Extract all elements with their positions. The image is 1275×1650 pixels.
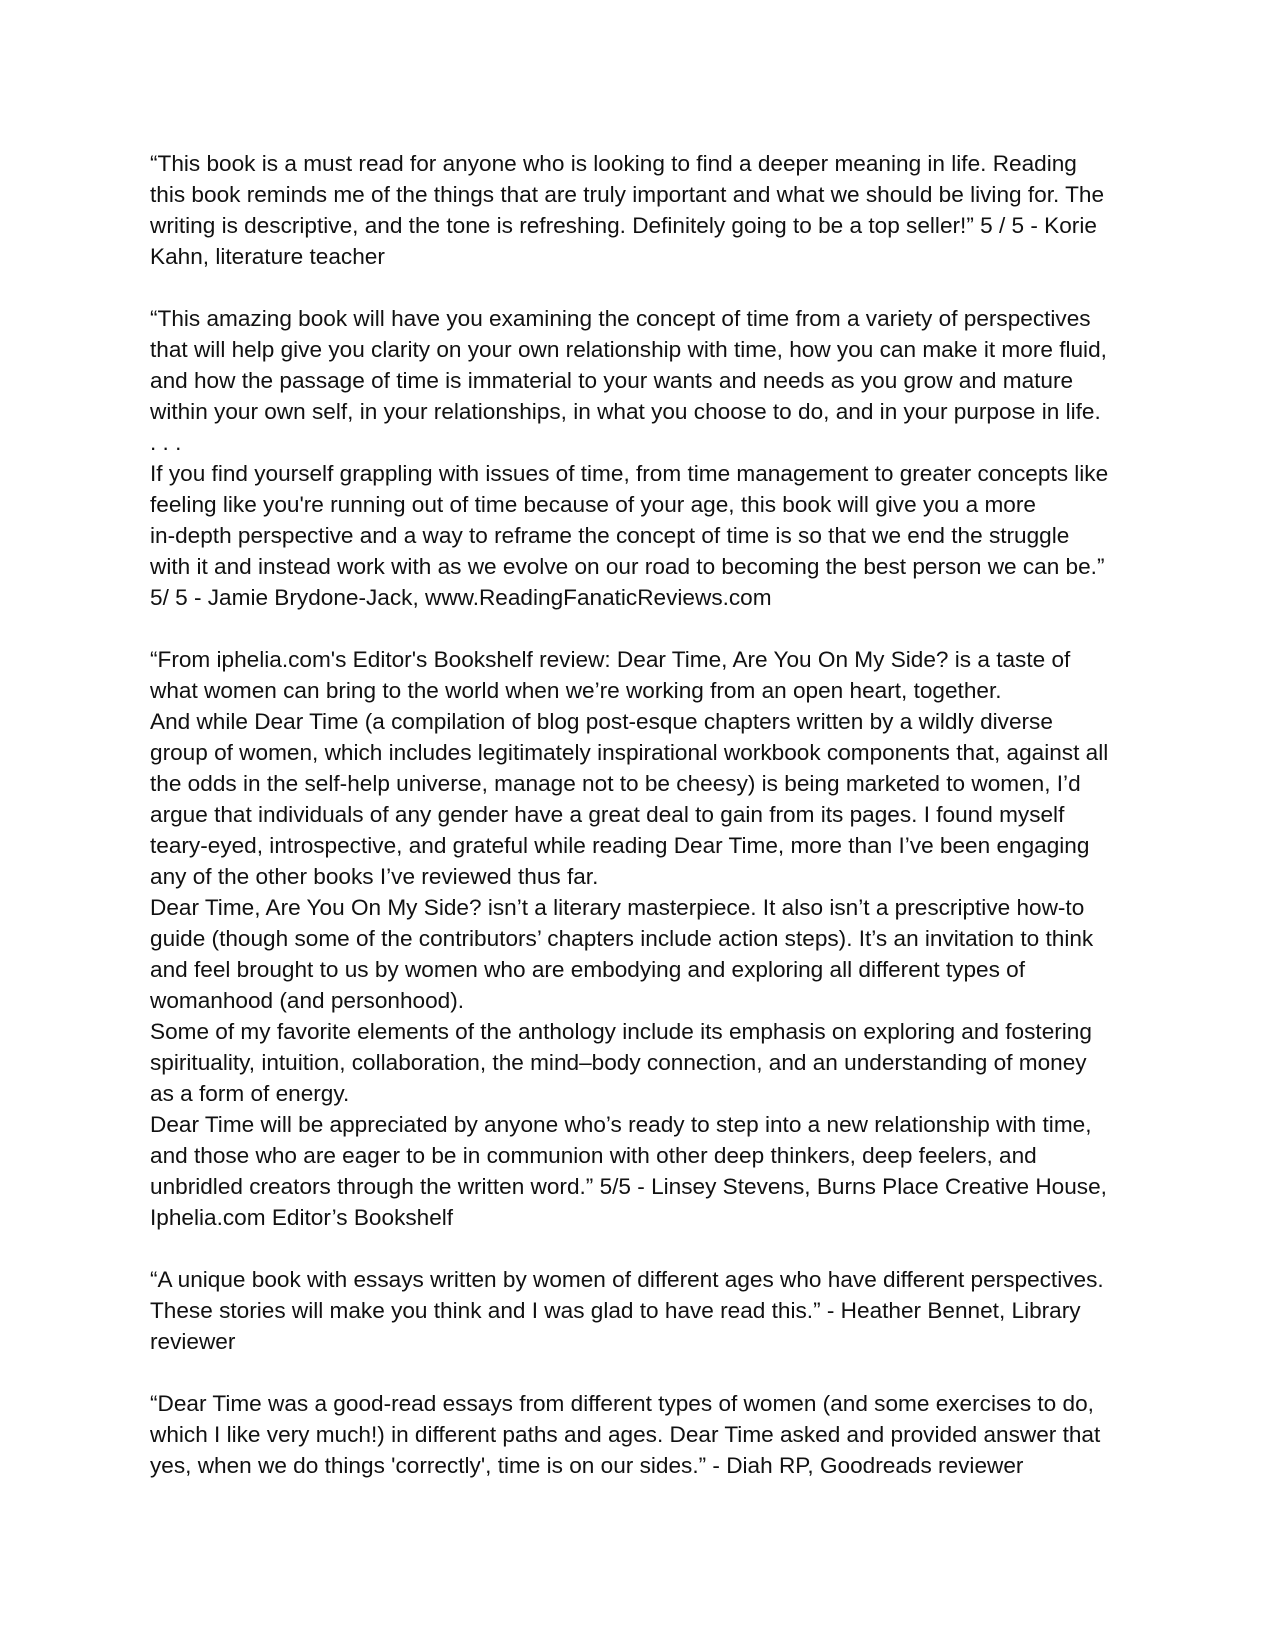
review-text-line: And while Dear Time (a compilation of blog post-esque chapters written by a wildly diverse (150, 709, 1053, 734)
review-text-line: with it and instead work with as we evolve on our road to becoming the best person we can be.” (150, 554, 1105, 579)
review-text-line: that will help give you clarity on your own relationship with time, how you can make it more fluid, (150, 337, 1107, 362)
review-text-line: and those who are eager to be in communion with other deep thinkers, deep feelers, and (150, 1143, 1037, 1168)
review-text-line: “This book is a must read for anyone who is looking to find a deeper meaning in life. Reading (150, 151, 1077, 176)
review-paragraph (150, 303, 1140, 613)
review-text-line: Dear Time, Are You On My Side? isn’t a literary masterpiece. It also isn’t a prescriptive how-to (150, 895, 1085, 920)
review-text-line: any of the other books I’ve reviewed thus far. (150, 864, 599, 889)
review-text-line: If you find yourself grappling with issues of time, from time management to greater concepts like (150, 461, 1109, 486)
review-text-line: in-depth perspective and a way to reframe the concept of time is so that we end the struggle (150, 523, 1070, 548)
review-text-line: reviewer (150, 1329, 236, 1354)
review-text-line: . . . (150, 430, 182, 455)
review-text-line: within your own self, in your relationships, in what you choose to do, and in your purpose in life. (150, 399, 1101, 424)
review-text-line: “Dear Time was a good-read essays from different types of women (and some exercises to do, (150, 1391, 1094, 1416)
review-text-line: writing is descriptive, and the tone is refreshing. Definitely going to be a top seller!” 5 / 5 - Korie (150, 213, 1097, 238)
review-text-line: teary-eyed, introspective, and grateful while reading Dear Time, more than I’ve been engaging (150, 833, 1090, 858)
review-text-line: 5/ 5 - Jamie Brydone-Jack, www.ReadingFanaticReviews.com (150, 585, 772, 610)
review-text-line: yes, when we do things 'correctly', time is on our sides.” - Diah RP, Goodreads reviewer (150, 1453, 1024, 1478)
review-text-line: the odds in the self-help universe, manage not to be cheesy) is being marketed to women, I’d (150, 771, 1081, 796)
review-text-line: this book reminds me of the things that are truly important and what we should be living for. The (150, 182, 1105, 207)
review-paragraph (150, 1388, 1140, 1481)
review-text-line: Kahn, literature teacher (150, 244, 385, 269)
review-text-line: as a form of energy. (150, 1081, 350, 1106)
review-text-line: “This amazing book will have you examining the concept of time from a variety of perspectives (150, 306, 1091, 331)
review-text-line: Some of my favorite elements of the anthology include its emphasis on exploring and fostering (150, 1019, 1092, 1044)
review-text-line: and feel brought to us by women who are embodying and exploring all different types of (150, 957, 1026, 982)
review-text-line: “A unique book with essays written by women of different ages who have different perspectives. (150, 1267, 1104, 1292)
review-text-line: unbridled creators through the written word.” 5/5 - Linsey Stevens, Burns Place Creative House, (150, 1174, 1107, 1199)
review-text-line: womanhood (and personhood). (150, 988, 465, 1013)
review-text-line: feeling like you're running out of time because of your age, this book will give you a more (150, 492, 1036, 517)
document-page (150, 148, 1140, 1481)
review-paragraph (150, 644, 1140, 1233)
review-text-line: Iphelia.com Editor’s Bookshelf (150, 1205, 454, 1230)
review-text-line: and how the passage of time is immaterial to your wants and needs as you grow and mature (150, 368, 1074, 393)
review-text-line: spirituality, intuition, collaboration, the mind–body connection, and an understanding of money (150, 1050, 1087, 1075)
review-paragraph (150, 148, 1140, 272)
review-text-line: what women can bring to the world when we’re working from an open heart, together. (150, 678, 1002, 703)
review-paragraph (150, 1264, 1140, 1357)
review-text-line: guide (though some of the contributors’ chapters include action steps). It’s an invitation to think (150, 926, 1094, 951)
review-text-line: group of women, which includes legitimately inspirational workbook components that, against all (150, 740, 1109, 765)
review-text-line: Dear Time will be appreciated by anyone who’s ready to step into a new relationship with time, (150, 1112, 1092, 1137)
review-text-line: argue that individuals of any gender have a great deal to gain from its pages. I found myself (150, 802, 1065, 827)
review-text-line: which I like very much!) in different paths and ages. Dear Time asked and provided answer that (150, 1422, 1101, 1447)
review-text-line: These stories will make you think and I was glad to have read this.” - Heather Bennet, Library (150, 1298, 1081, 1323)
review-text-line: “From iphelia.com's Editor's Bookshelf review: Dear Time, Are You On My Side? is a taste of (150, 647, 1071, 672)
